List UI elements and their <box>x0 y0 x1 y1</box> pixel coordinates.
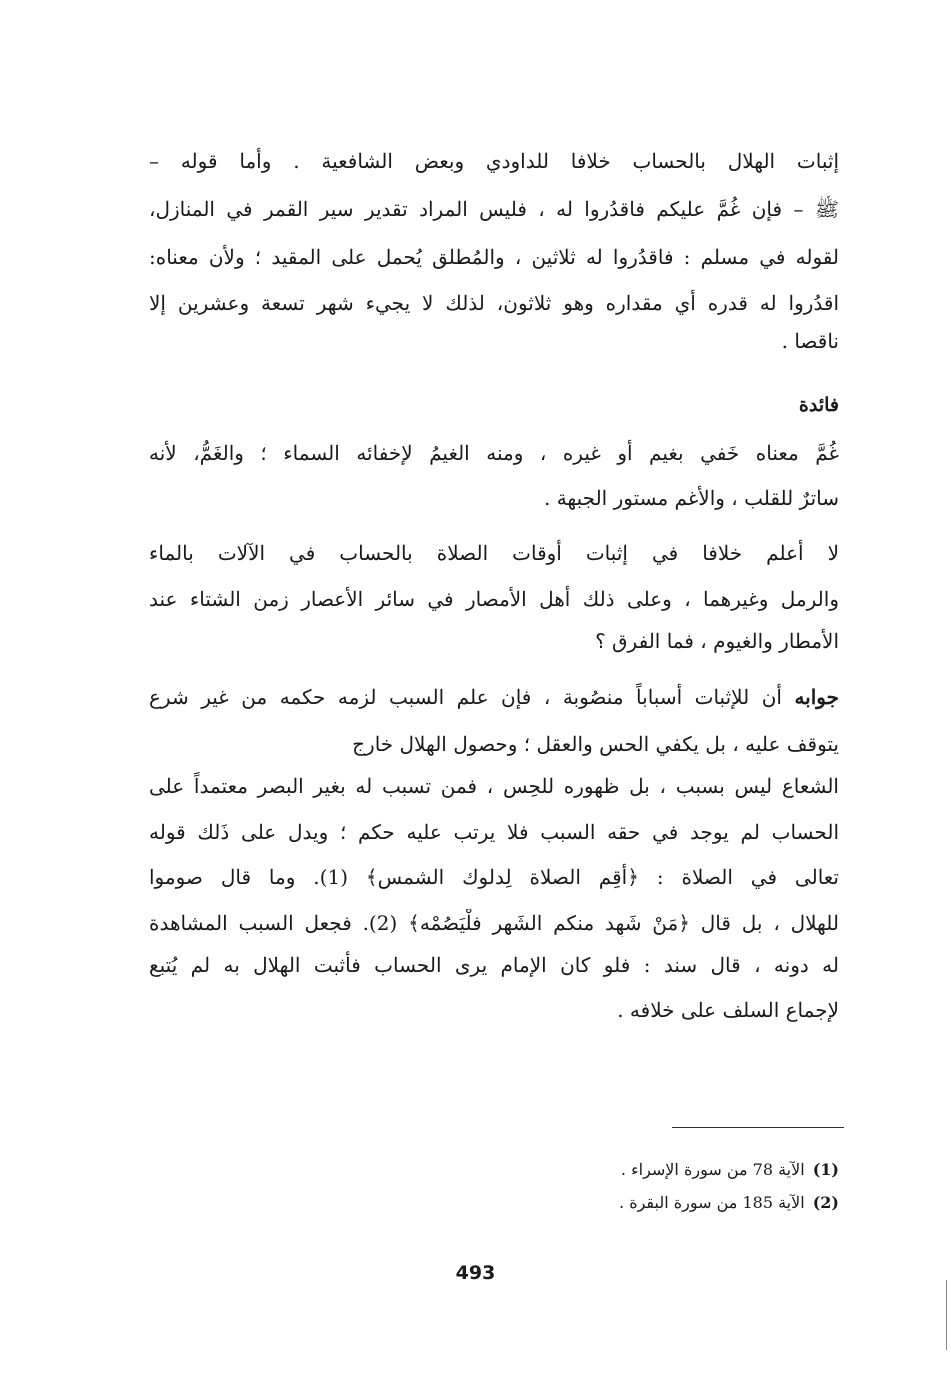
answer-label: جوابه <box>794 685 839 709</box>
faida-line: غُمَّ معناه خَفي بغيم أو غيره ، ومنه الغيمُ لإخفائه السماء ؛ والغَمُّ، لأنه <box>149 441 839 465</box>
footnote <box>619 1192 839 1214</box>
answer-line: يتوقف عليه ، بل يكفي الحس والعقل ؛ وحصول الهلال خارج <box>352 732 839 756</box>
answer-line: لإجماع السلف على خلافه . <box>617 998 839 1022</box>
footnote-text: الآية 78 من سورة الإسراء . <box>620 1160 805 1179</box>
body-line: ناقصا . <box>781 329 839 353</box>
body-line: اقدُروا له قدره أي مقداره وهو ثلاثون، لذلك لا يجيء شهر تسعة وعشرين إلا <box>149 291 839 315</box>
footnote-divider <box>672 1127 844 1128</box>
body-line: ﷺ – فإن غُمَّ عليكم فاقدُروا له ، فليس المراد تقدير سير القمر في المنازل، <box>149 197 839 221</box>
footnote-text: الآية 185 من سورة البقرة . <box>619 1193 805 1212</box>
footnote-number: (1) <box>812 1160 839 1179</box>
question-line: والرمل وغيرهما ، وعلى ذلك أهل الأمصار في سائر الأعصار زمن الشتاء عند <box>149 587 839 611</box>
body-line: إثبات الهلال بالحساب خلافا للداودي وبعض الشافعية . وأما قوله – <box>149 149 839 173</box>
answer-line: الحساب لم يوجد في حقه السبب فلا يرتب عليه حكم ؛ ويدل على ذَلك قوله <box>149 820 839 844</box>
answer-line: له دونه ، قال سند : فلو كان الإمام يرى الحساب فأثبت الهلال به لم يُتبع <box>149 953 839 977</box>
question-line: الأمطار والغيوم ، فما الفرق ؟ <box>595 629 839 653</box>
answer-line: تعالى في الصلاة : ﴿أَقِم الصلاة لِدلوك الشمس﴾ (1). وما قال صوموا <box>149 865 839 889</box>
footnote <box>621 1159 839 1181</box>
answer-line: الشعاع ليس بسبب ، بل ظهوره للحِس ، فمن تسبب له بغير البصر معتمداً على <box>149 774 839 798</box>
question-line: لا أعلم خلافا في إثبات أوقات الصلاة بالحساب في الآلات بالماء <box>149 541 839 565</box>
answer-line: للهلال ، بل قال ﴿مَنْ شَهِد منكم الشَهر فلْيَصُمْه﴾ (2). فجعل السبب المشاهدة <box>149 911 839 935</box>
scan-edge <box>946 1280 947 1350</box>
faida-line: ساترٌ للقلب ، والأغم مستور الجبهة . <box>543 486 839 510</box>
answer-text: أن للإثبات أسباباً منصُوبة ، فإن علم السبب لزمه حكمه من غير شرع <box>149 685 795 709</box>
section-heading: فائدة <box>798 394 839 416</box>
page-number: 493 <box>455 1262 496 1284</box>
body-line: لقوله في مسلم : فاقدُروا له ثلاثين ، والمُطلق يُحمل على المقيد ؛ ولأن معناه: <box>149 245 839 269</box>
footnote-number: (2) <box>812 1193 839 1212</box>
answer-line <box>149 683 839 711</box>
